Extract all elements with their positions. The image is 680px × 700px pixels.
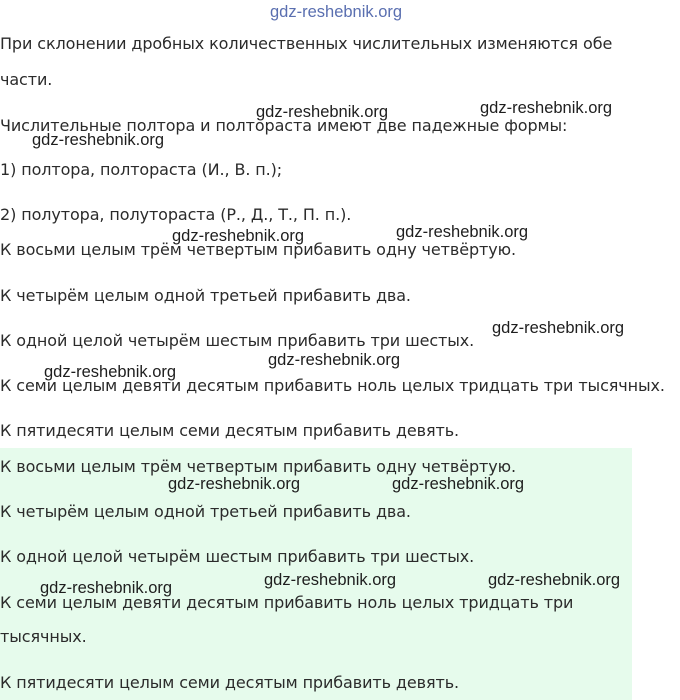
watermark: gdz-reshebnik.org [480,99,613,117]
paragraph-line: К одной целой четырём шестым прибавить три шестых. [0,331,475,350]
paragraph-line: К пятидесяти целым семи десятым прибавить девять. [0,421,460,440]
answer-line: К пятидесяти целым семи десятым прибавить девять. [0,673,460,692]
paragraph-line: При склонении дробных количественных числительных изменяются обе [0,34,613,53]
answer-line: К семи целым девяти десятым прибавить ноль целых тридцать три [0,593,574,612]
paragraph-line: Числительные полтора и полтораста имеют две падежные формы: [0,116,568,135]
header-watermark: gdz-reshebnik.org [270,3,403,21]
answer-line: К четырём целым одной третьей прибавить два. [0,502,411,521]
answer-line: К одной целой четырём шестым прибавить три шестых. [0,547,475,566]
watermark: gdz-reshebnik.org [40,579,173,597]
paragraph-line: К семи целым девяти десятым прибавить ноль целых тридцать три тысячных. [0,376,665,395]
paragraph-line: 1) полтора, полтораста (И., В. п.); [0,160,283,179]
watermark: gdz-reshebnik.org [44,363,177,381]
paragraph-line: 2) полутора, полутораста (Р., Д., Т., П. п.). [0,205,352,224]
watermark: gdz-reshebnik.org [32,131,165,149]
watermark: gdz-reshebnik.org [264,571,397,589]
watermark: gdz-reshebnik.org [268,351,401,369]
paragraph-line: К четырём целым одной третьей прибавить два. [0,286,411,305]
answer-line: тысячных. [0,627,87,646]
watermark: gdz-reshebnik.org [392,475,525,493]
answer-line: К восьми целым трём четвертым прибавить одну четвёртую. [0,457,516,476]
paragraph-line: К восьми целым трём четвертым прибавить одну четвёртую. [0,240,516,259]
watermark: gdz-reshebnik.org [172,227,305,245]
watermark: gdz-reshebnik.org [168,475,301,493]
watermark: gdz-reshebnik.org [492,319,625,337]
paragraph-line: части. [0,70,53,89]
watermark: gdz-reshebnik.org [396,223,529,241]
watermark: gdz-reshebnik.org [488,571,621,589]
watermark: gdz-reshebnik.org [256,103,389,121]
